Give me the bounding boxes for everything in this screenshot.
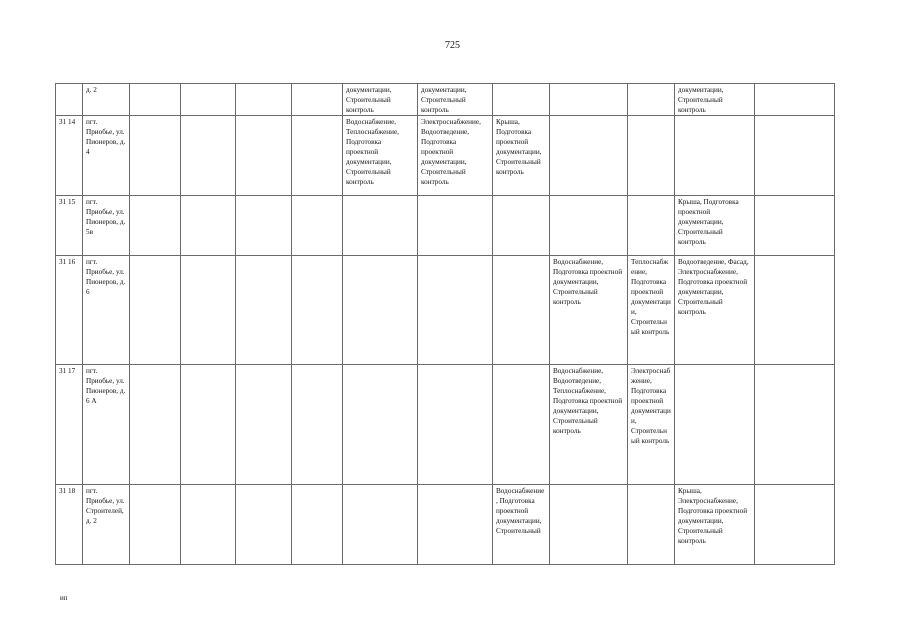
work-cell	[236, 485, 292, 565]
work-cell	[755, 256, 835, 365]
work-cell: документации, Строительный контроль	[343, 84, 418, 116]
work-cell	[292, 485, 343, 565]
work-cell	[628, 84, 675, 116]
table-row	[56, 485, 835, 565]
work-cell	[236, 365, 292, 485]
table-row	[56, 84, 835, 116]
work-cell	[181, 256, 236, 365]
work-cell	[343, 365, 418, 485]
work-cell: Крыша, Подготовка проектной документации, Строительный контроль	[493, 116, 550, 196]
work-cell	[418, 196, 493, 256]
work-cell	[755, 84, 835, 116]
work-cell	[493, 365, 550, 485]
work-cell	[493, 256, 550, 365]
work-cell	[236, 116, 292, 196]
work-cell: Крыша, Подготовка проектной документации, Строительный контроль	[675, 196, 755, 256]
work-cell	[181, 116, 236, 196]
row-number-cell: 31 14	[56, 116, 83, 196]
work-cell	[130, 485, 181, 565]
table-row	[56, 256, 835, 365]
work-cell	[181, 84, 236, 116]
work-cell	[675, 116, 755, 196]
work-cell: Крыша, Электроснабжение, Подготовка проектной документации, Строительный контроль	[675, 485, 755, 565]
work-cell: Водоснабжение, Теплоснабжение, Подготовка проектной документации, Строительный контроль	[343, 116, 418, 196]
work-cell	[343, 196, 418, 256]
row-number-cell: 31 16	[56, 256, 83, 365]
repair-schedule-table	[55, 83, 835, 565]
work-cell	[292, 84, 343, 116]
address-cell: пгт. Приобье, ул. Пионеров, д. 6 А	[83, 365, 130, 485]
address-cell: пгт. Приобье, ул. Пионеров, д. 4	[83, 116, 130, 196]
row-number-cell	[56, 84, 83, 116]
work-cell	[343, 485, 418, 565]
footer-mark: ип	[60, 594, 68, 602]
work-cell	[550, 84, 628, 116]
address-cell: пгт. Приобье, ул. Пионеров, д. 6	[83, 256, 130, 365]
work-cell	[130, 256, 181, 365]
work-cell: Электроснабжение, Водоотведение, Подготовка проектной документации, Строительный контроль	[418, 116, 493, 196]
address-cell: пгт. Приобье, ул. Пионеров, д. 5в	[83, 196, 130, 256]
work-cell	[130, 196, 181, 256]
table-row	[56, 365, 835, 485]
work-cell	[755, 196, 835, 256]
work-cell	[236, 84, 292, 116]
work-cell	[755, 116, 835, 196]
work-cell	[236, 256, 292, 365]
work-cell	[181, 196, 236, 256]
work-cell	[675, 365, 755, 485]
work-cell: Электроснабжение, Подготовка проектной документации, Строительный контроль	[628, 365, 675, 485]
work-cell	[550, 116, 628, 196]
address-cell: пгт. Приобье, ул. Строителей, д. 2	[83, 485, 130, 565]
work-cell	[550, 485, 628, 565]
work-cell	[550, 196, 628, 256]
work-cell	[343, 256, 418, 365]
work-cell	[418, 256, 493, 365]
work-cell: документации, Строительный контроль	[418, 84, 493, 116]
work-cell	[628, 116, 675, 196]
table-row	[56, 196, 835, 256]
work-cell	[755, 485, 835, 565]
row-number-cell: 31 17	[56, 365, 83, 485]
work-cell: Водоотведение, Фасад, Электроснабжение, Подготовка проектной документации, Строительный контроль	[675, 256, 755, 365]
work-cell	[418, 365, 493, 485]
work-cell	[292, 116, 343, 196]
work-cell: Водоснабжение, Подготовка проектной документации, Строительный контроль	[550, 256, 628, 365]
row-number-cell: 31 18	[56, 485, 83, 565]
work-cell	[628, 196, 675, 256]
work-cell	[628, 485, 675, 565]
work-cell: Водоснабжение, Подготовка проектной документации, Строительный	[493, 485, 550, 565]
work-cell	[130, 365, 181, 485]
page-number: 725	[445, 40, 460, 51]
work-cell	[292, 196, 343, 256]
work-cell: Водоснабжение, Водоотведение, Теплоснабжение, Подготовка проектной документации, Строительный контроль	[550, 365, 628, 485]
table-row	[56, 116, 835, 196]
work-cell	[236, 196, 292, 256]
work-cell: документации, Строительный контроль	[675, 84, 755, 116]
work-cell	[493, 84, 550, 116]
row-number-cell: 31 15	[56, 196, 83, 256]
work-cell: Теплоснабжение, Подготовка проектной документации, Строительный контроль	[628, 256, 675, 365]
work-cell	[181, 485, 236, 565]
work-cell	[755, 365, 835, 485]
work-cell	[418, 485, 493, 565]
work-cell	[493, 196, 550, 256]
work-cell	[181, 365, 236, 485]
work-cell	[292, 256, 343, 365]
work-cell	[130, 116, 181, 196]
address-cell: д. 2	[83, 84, 130, 116]
work-cell	[130, 84, 181, 116]
work-cell	[292, 365, 343, 485]
